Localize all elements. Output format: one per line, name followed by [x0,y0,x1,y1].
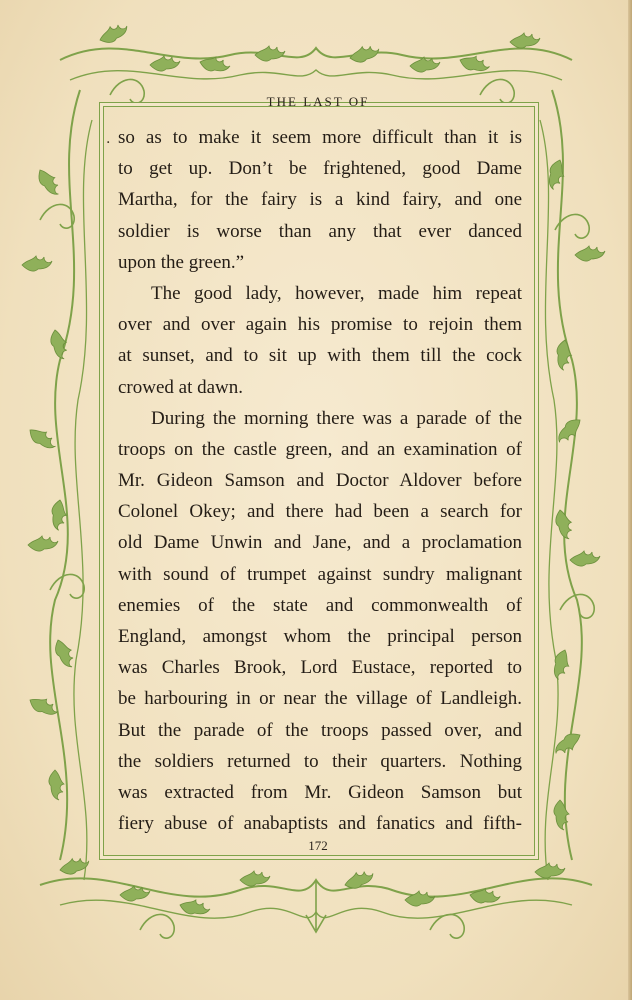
text-line: so as to make it seem more difficult than it is [118,127,522,148]
text-line: over and over again his promise to rejoin them [118,314,522,336]
text-line: Colonel Okey; and there had been a search for [118,501,522,523]
body-text [118,122,522,839]
text-line: was Charles Brook, Lord Eustace, reported to [118,657,522,679]
text-line: England, amongst whom the principal person [118,626,522,647]
text-line: was extracted from Mr. Gideon Samson but [118,781,522,803]
text-line: Martha, for the fairy is a kind fairy, and one [118,189,522,211]
margin-mark: . [106,131,111,147]
text-line: with sound of trumpet against sundry malignant [118,563,522,585]
text-line: to get up. Don’t be frightened, good Dame [118,158,522,180]
text-line: enemies of the state and commonwealth of [118,594,522,616]
left-ornament [22,90,92,880]
bottom-ornament [40,856,592,938]
text-line: troops on the castle green, and an examination of [118,438,522,460]
text-line: be harbouring in or near the village of Landleigh. [118,688,522,710]
text-line: fiery abuse of anabaptists and fanatics and fifth- [118,813,522,835]
text-line: crowed at dawn. [118,376,244,398]
right-ornament [540,90,605,880]
text-line: upon the green.” [118,251,245,273]
text-line: old Dame Unwin and Jane, and a proclamation [118,532,522,554]
top-ornament [60,21,572,103]
text-line: soldier is worse than any that ever danced [118,220,522,242]
text-line: the soldiers returned to their quarters. Nothing [118,750,522,772]
text-line: Mr. Gideon Samson and Doctor Aldover before [118,470,522,492]
text-line: The good lady, however, made him repeat [151,282,522,304]
page-edge [628,0,632,1000]
text-line: During the morning there was a parade of the [151,407,522,429]
page-number: 172 [308,838,328,853]
text-line: at sunset, and to sit up with them till the cock [118,345,522,367]
running-head: THE LAST OF [266,94,370,109]
text-line: But the parade of the troops passed over, and [118,719,522,741]
